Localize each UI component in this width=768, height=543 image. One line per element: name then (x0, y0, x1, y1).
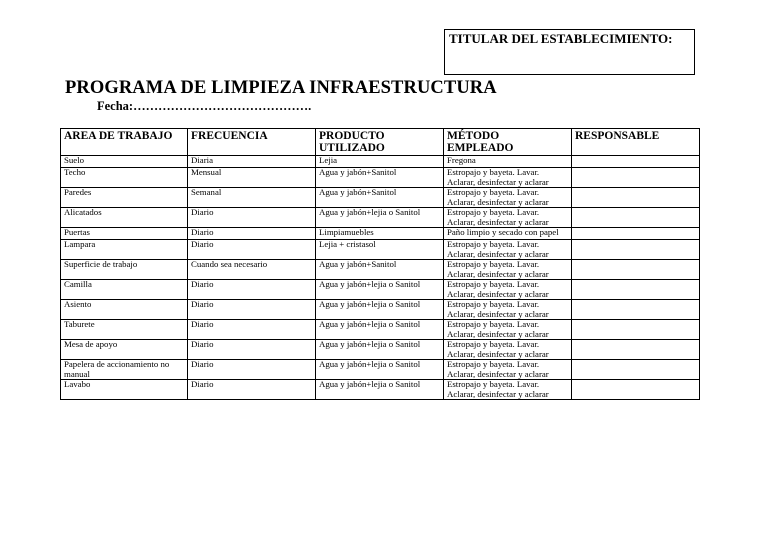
table-row (61, 380, 700, 400)
cell-producto: Agua y jabón+lejia o Sanitol (316, 300, 444, 320)
cell-metodo: Estropajo y bayeta. Lavar. Aclarar, desinfectar y aclarar (444, 260, 572, 280)
cell-frecuencia: Diario (188, 380, 316, 400)
cell-area: Superficie de trabajo (61, 260, 188, 280)
table-body (61, 156, 700, 400)
titular-label: TITULAR DEL ESTABLECIMIENTO: (449, 31, 673, 46)
cell-frecuencia: Diario (188, 340, 316, 360)
cell-frecuencia: Diaria (188, 156, 316, 168)
cell-producto: Agua y jabón+lejia o Sanitol (316, 320, 444, 340)
table-row (61, 156, 700, 168)
table-row (61, 228, 700, 240)
fecha-label: Fecha:……………………………………. (97, 99, 312, 113)
cell-metodo: Estropajo y bayeta. Lavar. Aclarar, desinfectar y aclarar (444, 240, 572, 260)
cell-producto: Lejia (316, 156, 444, 168)
col-header-frecuencia: FRECUENCIA (188, 129, 316, 156)
table-row (61, 280, 700, 300)
cell-responsable[interactable] (572, 188, 700, 208)
cell-frecuencia: Mensual (188, 168, 316, 188)
cell-responsable[interactable] (572, 380, 700, 400)
cell-frecuencia: Diario (188, 208, 316, 228)
cell-area: Lavabo (61, 380, 188, 400)
table-row (61, 360, 700, 380)
cell-area: Paredes (61, 188, 188, 208)
cell-responsable[interactable] (572, 260, 700, 280)
cleaning-table (60, 128, 700, 400)
cell-responsable[interactable] (572, 168, 700, 188)
cell-responsable[interactable] (572, 228, 700, 240)
fecha-line[interactable] (97, 99, 311, 114)
titular-box[interactable] (444, 29, 695, 75)
cell-responsable[interactable] (572, 340, 700, 360)
cell-frecuencia: Cuando sea necesario (188, 260, 316, 280)
cell-producto: Agua y jabón+Sanitol (316, 168, 444, 188)
col-header-area: AREA DE TRABAJO (61, 129, 188, 156)
col-header-metodo: MÉTODO EMPLEADO (444, 129, 572, 156)
cell-area: Puertas (61, 228, 188, 240)
table-row (61, 240, 700, 260)
cell-frecuencia: Diario (188, 360, 316, 380)
table-row (61, 168, 700, 188)
col-header-producto: PRODUCTO UTILIZADO (316, 129, 444, 156)
table-row (61, 300, 700, 320)
cell-area: Lampara (61, 240, 188, 260)
cell-metodo: Estropajo y bayeta. Lavar. Aclarar, desinfectar y aclarar (444, 360, 572, 380)
cell-frecuencia: Semanal (188, 188, 316, 208)
table-row (61, 340, 700, 360)
cell-responsable[interactable] (572, 320, 700, 340)
cell-producto: Agua y jabón+Sanitol (316, 188, 444, 208)
cell-producto: Agua y jabón+lejia o Sanitol (316, 340, 444, 360)
cell-metodo: Estropajo y bayeta. Lavar. Aclarar, desinfectar y aclarar (444, 380, 572, 400)
table-row (61, 260, 700, 280)
cell-area: Alicatados (61, 208, 188, 228)
cell-area: Papelera de accionamiento no manual (61, 360, 188, 380)
cell-metodo: Estropajo y bayeta. Lavar. Aclarar, desinfectar y aclarar (444, 208, 572, 228)
cell-frecuencia: Diario (188, 300, 316, 320)
cell-responsable[interactable] (572, 360, 700, 380)
cell-producto: Lejia + cristasol (316, 240, 444, 260)
cell-area: Asiento (61, 300, 188, 320)
cell-responsable[interactable] (572, 240, 700, 260)
cell-metodo: Fregona (444, 156, 572, 168)
cell-producto: Agua y jabón+lejia o Sanitol (316, 380, 444, 400)
cell-responsable[interactable] (572, 156, 700, 168)
cell-frecuencia: Diario (188, 240, 316, 260)
cell-metodo: Estropajo y bayeta. Lavar. Aclarar, desinfectar y aclarar (444, 188, 572, 208)
cell-metodo: Estropajo y bayeta. Lavar. Aclarar, desinfectar y aclarar (444, 300, 572, 320)
table-row (61, 320, 700, 340)
cell-frecuencia: Diario (188, 228, 316, 240)
cell-responsable[interactable] (572, 300, 700, 320)
cell-area: Techo (61, 168, 188, 188)
cell-producto: Limpiamuebles (316, 228, 444, 240)
cell-responsable[interactable] (572, 280, 700, 300)
cell-producto: Agua y jabón+Sanitol (316, 260, 444, 280)
cell-metodo: Paño limpio y secado con papel (444, 228, 572, 240)
cell-frecuencia: Diario (188, 280, 316, 300)
cell-area: Taburete (61, 320, 188, 340)
page-title: PROGRAMA DE LIMPIEZA INFRAESTRUCTURA (65, 78, 497, 98)
table-row (61, 188, 700, 208)
cell-responsable[interactable] (572, 208, 700, 228)
col-header-responsable: RESPONSABLE (572, 129, 700, 156)
cell-metodo: Estropajo y bayeta. Lavar. Aclarar, desinfectar y aclarar (444, 280, 572, 300)
cell-producto: Agua y jabón+lejia o Sanitol (316, 208, 444, 228)
cell-area: Mesa de apoyo (61, 340, 188, 360)
table-header-row (61, 129, 700, 156)
cell-frecuencia: Diario (188, 320, 316, 340)
cell-metodo: Estropajo y bayeta. Lavar. Aclarar, desinfectar y aclarar (444, 320, 572, 340)
cell-area: Suelo (61, 156, 188, 168)
cell-producto: Agua y jabón+lejia o Sanitol (316, 280, 444, 300)
cell-metodo: Estropajo y bayeta. Lavar. Aclarar, desinfectar y aclarar (444, 168, 572, 188)
cell-metodo: Estropajo y bayeta. Lavar. Aclarar, desinfectar y aclarar (444, 340, 572, 360)
cell-area: Camilla (61, 280, 188, 300)
table-row (61, 208, 700, 228)
cell-producto: Agua y jabón+lejia o Sanitol (316, 360, 444, 380)
